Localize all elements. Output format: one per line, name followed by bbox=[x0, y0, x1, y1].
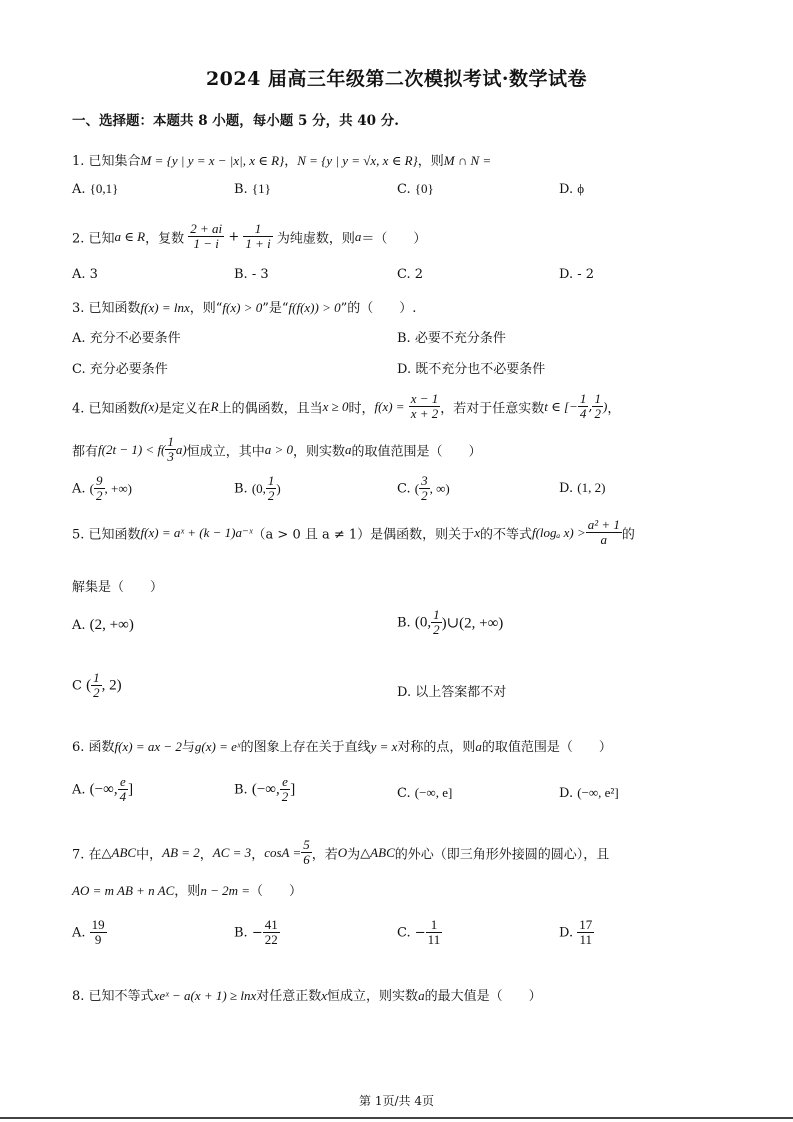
q6-option-a[interactable] bbox=[72, 775, 133, 805]
q3-text-b: ，则“ bbox=[189, 301, 223, 316]
q7-c-sign: − bbox=[414, 925, 426, 941]
q5-c-label: C bbox=[72, 678, 82, 694]
q7-text-f: ，则 bbox=[174, 884, 201, 899]
q2-text: 2. 已知 bbox=[72, 231, 115, 247]
q5-c-num: 1 bbox=[93, 670, 100, 685]
q3-text-d: ”的（ ）. bbox=[340, 301, 417, 316]
q5-text-b: 是偶函数，则关于 bbox=[370, 527, 475, 543]
q6-a-open: (−∞, bbox=[89, 781, 118, 798]
q3-option-b[interactable]: B. 必要不充分条件 bbox=[397, 331, 506, 346]
q5-rhs-den: a bbox=[600, 532, 608, 548]
q4-R: R bbox=[210, 398, 219, 414]
q4-option-b[interactable] bbox=[234, 474, 281, 504]
q1-c-value: {0} bbox=[414, 181, 434, 196]
q4-c-num: 3 bbox=[421, 473, 428, 488]
q6-c-label: C. bbox=[397, 786, 411, 801]
q1-option-d[interactable] bbox=[559, 181, 584, 197]
q1-d-value: ϕ bbox=[577, 181, 585, 196]
q8-avar: a bbox=[418, 988, 425, 1003]
q6-b-label: B. bbox=[234, 782, 248, 798]
question-5-line2: 解集是（ ） bbox=[72, 580, 164, 595]
q4-b-label: B. bbox=[234, 481, 248, 497]
q4-d-value: (1, 2) bbox=[577, 480, 606, 495]
q3-option-a[interactable]: A. 充分不必要条件 bbox=[72, 331, 181, 346]
q5-rhs-num: a² + 1 bbox=[587, 517, 620, 532]
q7-a-fraction bbox=[90, 918, 107, 948]
q2-fraction-1 bbox=[188, 222, 224, 252]
q4-tsep: , bbox=[588, 399, 593, 415]
q6-f: f(x) = ax − 2 bbox=[114, 739, 182, 754]
q2-option-d[interactable]: D. - 2 bbox=[559, 267, 595, 282]
q4-option-c[interactable] bbox=[397, 474, 450, 504]
q4-text-c: 上的偶函数，且当 bbox=[218, 401, 323, 417]
q3-option-c[interactable]: C. 充分必要条件 bbox=[72, 362, 168, 377]
q4-option-a[interactable] bbox=[72, 474, 132, 504]
q4-b-fraction bbox=[266, 474, 277, 504]
q4-t2-num: 1 bbox=[594, 391, 601, 406]
q4-def-den: x + 2 bbox=[410, 406, 439, 422]
q4-line2-text-b: 恒成立，其中 bbox=[186, 444, 265, 460]
q8-text: 8. 已知不等式 bbox=[72, 989, 154, 1004]
q4-line2-text-c: ，则实数 bbox=[293, 444, 346, 460]
q4-text-e: ，若对于任意实数 bbox=[440, 401, 545, 417]
q6-a-den: 4 bbox=[119, 789, 127, 805]
q7-text-c: ，若 bbox=[311, 847, 338, 863]
q7-a-num: 19 bbox=[91, 917, 105, 932]
q7-option-c[interactable] bbox=[397, 918, 442, 948]
q6-line: y = x bbox=[370, 739, 398, 754]
q3-text: 3. 已知函数 bbox=[72, 301, 141, 316]
section-heading: 一、选择题：本题共 8 小题，每小题 5 分，共 40 分. bbox=[72, 113, 399, 129]
q5-a-label: A. bbox=[72, 618, 86, 633]
q1-d-label: D. bbox=[559, 182, 574, 197]
q2-var: a bbox=[354, 228, 362, 244]
page-footer: 第 1页/共 4页 bbox=[359, 1094, 434, 1108]
q6-b-den: 2 bbox=[281, 789, 289, 805]
q6-text-c: 的图象上存在关于直线 bbox=[240, 740, 371, 755]
q7-expr: n − 2m = bbox=[200, 883, 250, 898]
q4-ineq-num: 1 bbox=[167, 434, 174, 449]
q4-c-rest: , ∞) bbox=[429, 480, 450, 496]
q5-b-den: 2 bbox=[433, 622, 440, 638]
q1-c-label: C. bbox=[397, 182, 411, 197]
exam-title: 2024 届高三年级第二次模拟考试·数学试卷 bbox=[205, 68, 588, 90]
q2-option-a[interactable]: A. 3 bbox=[72, 267, 98, 282]
q6-b-fraction bbox=[280, 775, 291, 805]
q6-b-open: (−∞, bbox=[251, 781, 280, 798]
q7-tri: △ABC bbox=[101, 844, 137, 860]
q6-text: 6. 函数 bbox=[72, 740, 115, 755]
q1-set-m: M = {y | y = x − |x|, x ∈ R} bbox=[140, 153, 285, 168]
q5-rhs-fraction bbox=[586, 518, 622, 548]
q1-expr: M ∩ N = bbox=[443, 153, 492, 168]
q5-b-rest: )∪(2, +∞) bbox=[441, 615, 504, 632]
q1-option-c[interactable] bbox=[397, 181, 434, 197]
q4-line2-text: 都有 bbox=[72, 444, 99, 460]
q7-c-fraction bbox=[426, 918, 443, 948]
footer-divider bbox=[0, 1117, 793, 1119]
q4-def-num: x − 1 bbox=[410, 391, 439, 406]
q7-cos-num: 5 bbox=[303, 837, 310, 852]
q7-cos-fraction bbox=[301, 838, 312, 868]
q4-a-den: 2 bbox=[96, 488, 103, 504]
q4-b-den: 2 bbox=[267, 488, 275, 504]
q4-option-d[interactable] bbox=[559, 480, 605, 496]
q4-text-f: ， bbox=[607, 401, 621, 417]
q6-d-value: (−∞, e²] bbox=[577, 785, 619, 800]
q4-text-d: 时， bbox=[348, 401, 375, 417]
q5-text: 5. 已知函数 bbox=[72, 527, 141, 543]
q7-o: O bbox=[337, 844, 348, 860]
q4-t2-den: 2 bbox=[594, 406, 601, 422]
q1-b-label: B. bbox=[234, 182, 248, 197]
q5-b-open: (0, bbox=[414, 614, 432, 631]
q7-d-den: 11 bbox=[579, 932, 592, 948]
q7-option-b[interactable] bbox=[234, 918, 280, 948]
q5-c-den: 2 bbox=[93, 685, 100, 701]
q4-ineq-den: 3 bbox=[167, 449, 174, 465]
q5-b-fraction bbox=[431, 608, 442, 638]
q5-b-label: B. bbox=[397, 615, 411, 631]
q2-f2-den: 1 + i bbox=[245, 236, 271, 252]
q5-option-d[interactable]: D. 以上答案都不对 bbox=[397, 685, 507, 700]
question-8-stem bbox=[72, 985, 542, 1004]
q6-avar: a bbox=[475, 739, 482, 754]
q4-t2-fraction bbox=[592, 392, 603, 422]
q3-option-d[interactable]: D. 既不充分也不必要条件 bbox=[397, 362, 546, 377]
q2-fraction-2 bbox=[243, 222, 272, 252]
q7-option-a[interactable] bbox=[72, 918, 107, 948]
q4-tvar: t ∈ [− bbox=[544, 398, 578, 414]
q7-option-d[interactable] bbox=[559, 918, 594, 948]
question-6-stem bbox=[72, 736, 612, 755]
q6-c-value: (−∞, e] bbox=[414, 785, 453, 800]
q5-option-b[interactable] bbox=[397, 608, 503, 638]
q5-ineq: f(logₐ x) > bbox=[531, 524, 586, 540]
q3-text-c: ”是“ bbox=[262, 301, 289, 316]
q5-text-d: 的 bbox=[621, 527, 635, 543]
q4-ineq-a: f(2t − 1) < f( bbox=[98, 441, 166, 457]
q2-f1-num: 2 + ai bbox=[190, 221, 223, 236]
q7-text-d: 为 bbox=[347, 847, 361, 863]
q7-d-num: 17 bbox=[579, 917, 593, 932]
q2-f1-den: 1 − i bbox=[193, 236, 219, 252]
q7-a-den: 9 bbox=[94, 932, 102, 948]
q4-a-open: ( bbox=[89, 480, 95, 496]
q4-ineq-fraction bbox=[165, 435, 176, 465]
q1-option-a[interactable] bbox=[72, 181, 118, 197]
q7-cos-lhs: cosA = bbox=[264, 844, 302, 860]
question-5-stem bbox=[72, 518, 635, 548]
q6-text-b: 与 bbox=[181, 740, 195, 755]
q4-tclose: ) bbox=[602, 398, 608, 414]
q7-text-e: 的外心（即三角形外接圆的圆心），且 bbox=[394, 847, 610, 863]
q3-q: f(f(x)) > 0 bbox=[288, 300, 341, 315]
q6-text-d: 对称的点，则 bbox=[397, 740, 476, 755]
q6-option-c[interactable] bbox=[397, 785, 452, 801]
q3-func: f(x) = lnx bbox=[140, 300, 190, 315]
q4-ineq-b: a) bbox=[175, 441, 187, 457]
question-7-stem bbox=[72, 838, 609, 868]
q4-b-close: ) bbox=[276, 480, 281, 496]
q6-a-num: e bbox=[118, 775, 129, 790]
q6-a-label: A. bbox=[72, 782, 86, 798]
q8-text-c: 恒成立，则实数 bbox=[327, 989, 419, 1004]
q7-d-fraction bbox=[577, 918, 594, 948]
q4-b-num: 1 bbox=[267, 473, 275, 488]
q7-text-g: （ ） bbox=[250, 884, 303, 899]
q5-xvar: x bbox=[474, 524, 480, 540]
q4-c-label: C. bbox=[397, 481, 411, 497]
q5-b-num: 1 bbox=[433, 607, 440, 622]
q7-c-den: 11 bbox=[427, 932, 441, 948]
q7-b-num: 41 bbox=[264, 917, 278, 932]
q4-c-fraction bbox=[419, 474, 430, 504]
q7-text: 7. 在 bbox=[72, 847, 102, 863]
q8-ineq: xeˣ − a(x + 1) ≥ lnx bbox=[153, 988, 257, 1003]
q7-b-sign: − bbox=[251, 925, 263, 941]
q7-b-fraction bbox=[263, 918, 280, 948]
q5-func: f(x) = aˣ + (k − 1)a⁻ˣ bbox=[140, 524, 253, 540]
q5-option-c[interactable] bbox=[72, 671, 122, 701]
q4-def-lhs: f(x) = bbox=[374, 398, 405, 414]
q4-t1-num: 1 bbox=[579, 391, 587, 406]
q2-text-c: 为纯虚数，则 bbox=[276, 231, 355, 247]
q4-cond2: a > 0 bbox=[264, 441, 294, 457]
q7-d-label: D. bbox=[559, 925, 574, 941]
q7-b-den: 22 bbox=[264, 932, 278, 948]
q7-a-label: A. bbox=[72, 925, 86, 941]
q2-option-c[interactable]: C. 2 bbox=[397, 267, 424, 282]
q7-ac: AC = 3 bbox=[212, 844, 252, 860]
q4-def-fraction bbox=[409, 392, 441, 422]
q1-text-b: ，则 bbox=[417, 154, 444, 169]
q1-option-b[interactable] bbox=[234, 181, 271, 197]
q8-text-b: 对任意正数 bbox=[256, 989, 322, 1004]
q2-cond: a ∈ R bbox=[114, 228, 146, 244]
q4-d-label: D. bbox=[559, 481, 574, 496]
question-4-stem bbox=[72, 392, 620, 422]
q5-c-fraction bbox=[91, 671, 102, 701]
q7-ab: AB = 2 bbox=[162, 844, 200, 860]
q4-cond: x ≥ 0 bbox=[322, 398, 349, 414]
q4-text: 4. 已知函数 bbox=[72, 401, 141, 417]
q1-text: 1. 已知集合 bbox=[72, 154, 141, 169]
q5-option-a[interactable] bbox=[72, 617, 134, 634]
q4-text-b: 是定义在 bbox=[158, 401, 211, 417]
q6-text-e: 的取值范围是（ ） bbox=[481, 740, 612, 755]
q1-a-label: A. bbox=[72, 182, 86, 197]
q6-b-num: e bbox=[280, 775, 291, 790]
q4-a-label: A. bbox=[72, 481, 86, 497]
q5-c-rest: , 2) bbox=[101, 677, 122, 694]
q6-a-close: ] bbox=[128, 781, 134, 798]
q4-t1-fraction bbox=[578, 392, 589, 422]
q7-vec: AO = m AB + n AC bbox=[72, 883, 175, 898]
q4-t1-den: 4 bbox=[579, 406, 587, 422]
q7-c-label: C. bbox=[397, 925, 411, 941]
q1-a-value: {0,1} bbox=[89, 181, 119, 196]
q5-cond: （a > 0 且 a ≠ 1） bbox=[252, 527, 371, 543]
q7-b-label: B. bbox=[234, 925, 248, 941]
q1-b-value: {1} bbox=[251, 181, 271, 196]
q7-text-b: 中， bbox=[136, 847, 163, 863]
q4-a-fraction bbox=[94, 474, 105, 504]
q7-c-num: 1 bbox=[426, 918, 443, 933]
q4-b-open: (0, bbox=[251, 480, 266, 496]
q3-p: f(x) > 0 bbox=[222, 300, 263, 315]
q1-sep: ， bbox=[284, 154, 298, 169]
q6-d-label: D. bbox=[559, 786, 574, 801]
question-3-stem bbox=[72, 297, 416, 316]
q7-tri2: △ABC bbox=[360, 844, 395, 860]
q7-comma-1: ， bbox=[199, 847, 213, 863]
q4-avar: a bbox=[345, 441, 352, 457]
q2-text-d: ＝（ ） bbox=[361, 231, 427, 247]
q7-cos-den: 6 bbox=[303, 852, 310, 868]
q2-plus: + bbox=[228, 229, 240, 245]
q4-c-den: 2 bbox=[421, 488, 428, 504]
q4-c-open: ( bbox=[414, 480, 420, 496]
question-7-line2 bbox=[72, 880, 302, 899]
q8-text-d: 的最大值是（ ） bbox=[424, 989, 542, 1004]
q4-line2-text-d: 的取值范围是（ ） bbox=[351, 444, 482, 460]
q5-text-c: 的不等式 bbox=[479, 527, 532, 543]
q6-option-b[interactable] bbox=[234, 775, 295, 805]
q4-a-rest: , +∞) bbox=[104, 480, 132, 496]
q5-a-value: (2, +∞) bbox=[89, 617, 134, 633]
question-4-line2 bbox=[72, 435, 482, 465]
q2-text-b: ，复数 bbox=[145, 231, 185, 247]
q1-set-n: N = {y | y = √x, x ∈ R} bbox=[297, 153, 418, 168]
q6-b-close: ] bbox=[290, 781, 296, 798]
q8-xvar: x bbox=[321, 988, 328, 1003]
q4-a-num: 9 bbox=[96, 473, 103, 488]
question-2-stem bbox=[72, 222, 426, 252]
question-1-stem bbox=[72, 150, 491, 169]
q2-option-b[interactable]: B. - 3 bbox=[234, 267, 269, 282]
q4-fx: f(x) bbox=[140, 398, 159, 414]
q7-comma-2: ， bbox=[251, 847, 265, 863]
q6-g: g(x) = eˣ bbox=[194, 739, 241, 754]
q6-option-d[interactable] bbox=[559, 785, 619, 801]
q6-a-fraction bbox=[118, 775, 129, 805]
q5-c-open: ( bbox=[86, 677, 92, 694]
q2-f2-num: 1 bbox=[243, 222, 272, 237]
